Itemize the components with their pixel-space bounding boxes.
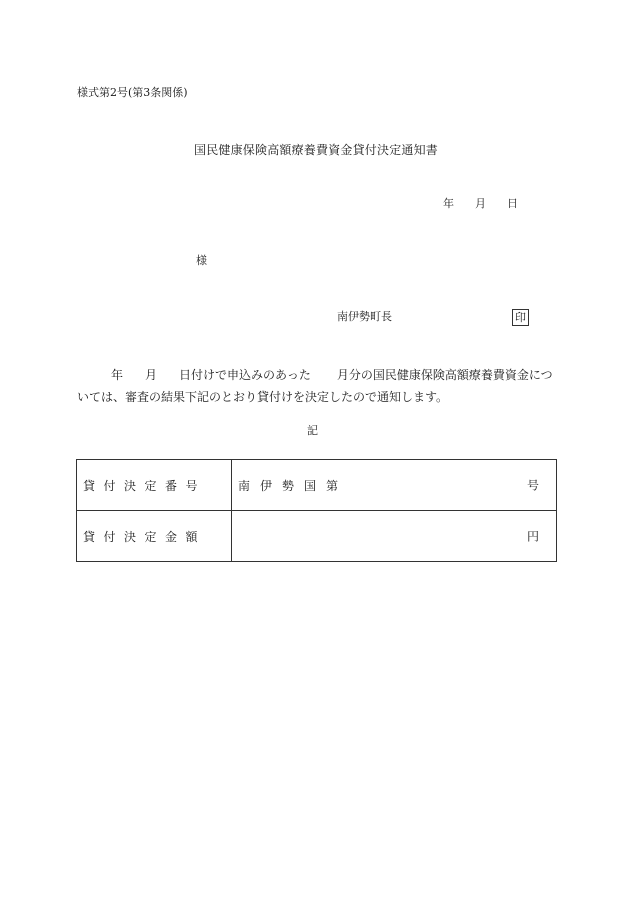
loan-decision-table [76, 459, 557, 562]
date-day: 日 [507, 197, 518, 210]
loan-number-prefix: 南伊勢国第 [238, 478, 349, 493]
loan-amount-suffix: 円 [526, 529, 539, 544]
loan-amount-value [232, 511, 557, 562]
date-year: 年 [443, 197, 454, 210]
issuer-name: 南伊勢町長 [337, 310, 392, 323]
date-line [443, 197, 518, 211]
loan-number-label: 貸付決定番号 [77, 460, 232, 511]
table-row [77, 460, 557, 511]
loan-number-value [232, 460, 557, 511]
loan-number-suffix: 号 [526, 478, 539, 493]
form-number: 様式第2号(第3条関係) [77, 86, 188, 99]
table-row [77, 511, 557, 562]
addressee-suffix: 様 [196, 254, 207, 267]
ki-heading: 記 [307, 424, 318, 437]
notice-body [77, 364, 553, 408]
body-part2: は、審査の結果下記のとおり貸付けを決定したので通知します。 [101, 390, 449, 404]
body-month2: 月分の国民健康保険高額療養費資金について [77, 368, 553, 404]
body-year: 年 [111, 368, 124, 382]
page-title: 国民健康保険高額療養費資金貸付決定通知書 [194, 143, 439, 157]
loan-amount-label: 貸付決定金額 [77, 511, 232, 562]
seal-mark: 印 [512, 309, 529, 326]
body-part1: 日付けで申込みのあった [179, 368, 311, 382]
body-month: 月 [145, 368, 158, 382]
date-month: 月 [475, 197, 486, 210]
